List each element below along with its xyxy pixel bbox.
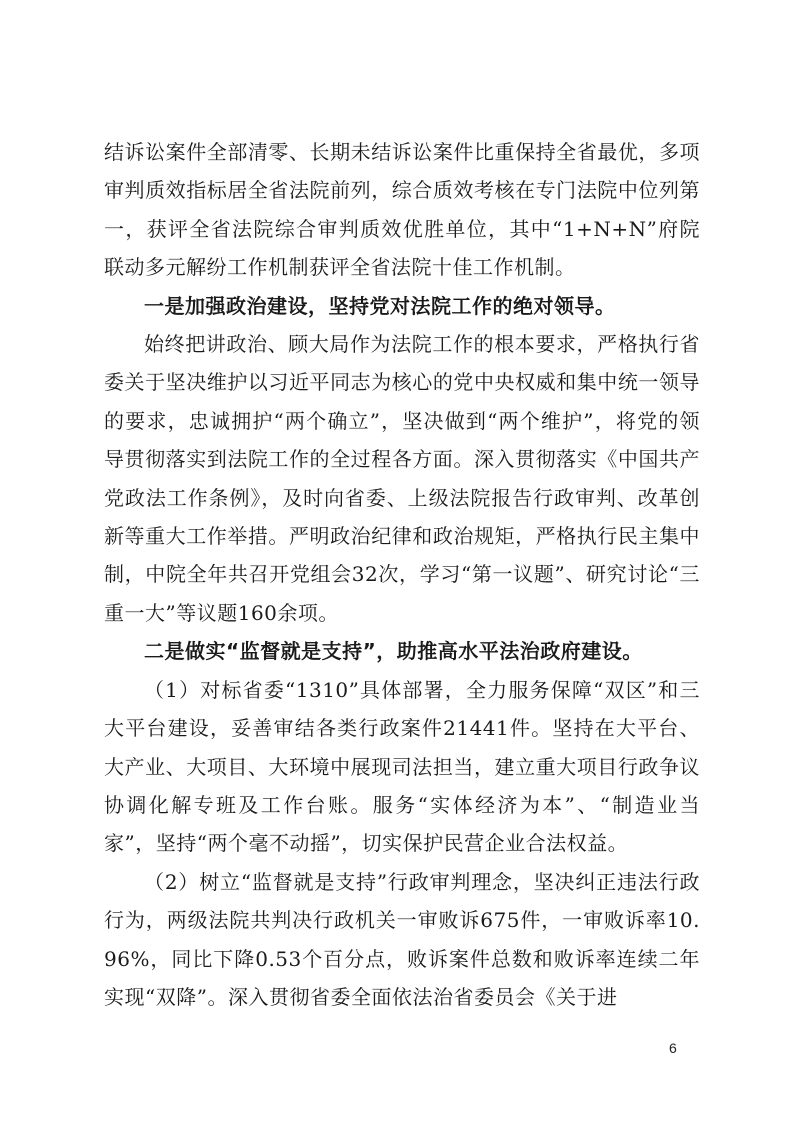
section-heading-supervision: 二是做实“监督就是支持”，助推高水平法治政府建设。	[144, 639, 643, 664]
paragraph-political-building: 始终把讲政治、顾大局作为法院工作的根本要求，严格执行省委关于坚决维护以习近平同志为核心的党中央权威和集中统一领导的要求，忠诚拥护“两个确立”，坚决做到“两个维护”，将党的领导贯彻落实到法院工作的全过程各方面。深入贯彻落实《中国共产党政法工作条例》，及时向省委、上级法院报告行政审判、改革创新等重大工作举措。严明政治纪律和政治规矩，严格执行民主集中制，中院全年共召开党组会32次，学习“第一议题”、研究讨论“三重一大”等议题160余项。	[104, 332, 700, 625]
paragraph-item-1: （1）对标省委“1310”具体部署，全力服务保障“双区”和三大平台建设，妥善审结各类行政案件21441件。坚持在大平台、大产业、大项目、大环境中展现司法担当，建立重大项目行政争议协调化解专班及工作台账。服务“实体经济为本”、“制造业当家”，坚持“两个毫不动摇”，切实保护民营企业合法权益。	[104, 677, 700, 856]
document-body	[104, 133, 700, 1016]
paragraph-continuation: 结诉讼案件全部清零、长期未结诉讼案件比重保持全省最优，多项审判质效指标居全省法院前列，综合质效考核在专门法院中位列第一，获评全省法院综合审判质效优胜单位，其中“1+N+N”府院联动多元解纷工作机制获评全省法院十佳工作机制。	[104, 140, 700, 280]
section-heading-political-building: 一是加强政治建设，坚持党对法院工作的绝对领导。	[144, 293, 616, 318]
paragraph-item-2: （2）树立“监督就是支持”行政审判理念，坚决纠正违法行政行为，两级法院共判决行政机关一审败诉675件，一审败诉率10.96%，同比下降0.53个百分点，败诉案件总数和败诉率连续二年实现“双降”。深入贯彻省委全面依法治省委员会《关于进	[104, 869, 700, 1009]
page-number: 6	[669, 1040, 677, 1056]
